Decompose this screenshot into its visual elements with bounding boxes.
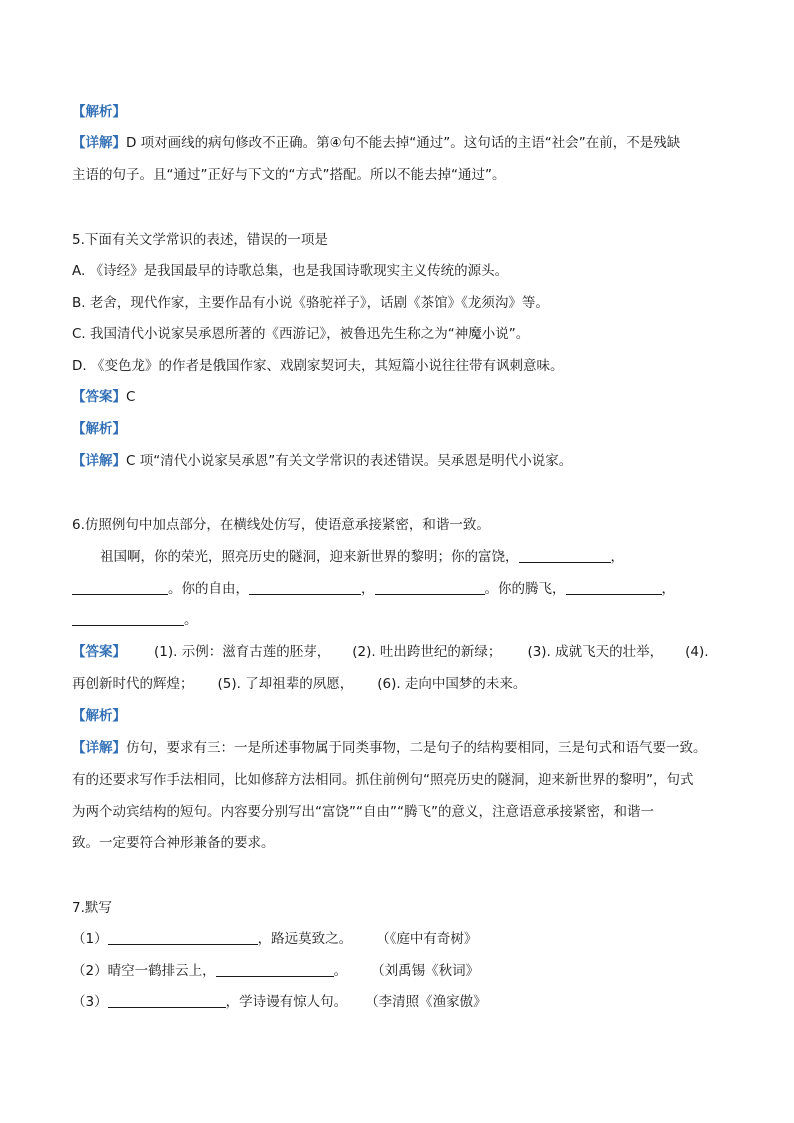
q6-detail-line-2: 有的还要求写作手法相同，比如修辞方法相同。抓住前例句“照亮历史的隧洞，迎来新世界的黎明”，句式 (72, 772, 694, 788)
q4-detail-text-2: 主语的句子。且“通过”正好与下文的“方式”搭配。所以不能去掉“通过”。 (72, 167, 506, 183)
q4-detail-text-1: D 项对画线的病句修改不正确。第④句不能去掉“通过”。这句话的主语“社会”在前，不是残缺 (126, 135, 681, 151)
fill-blank-6[interactable] (72, 611, 184, 626)
q6-example-line-3 (72, 611, 198, 629)
q5-option-a: A. 《诗经》是我国最早的诗歌总集，也是我国诗歌现实主义传统的源头。 (72, 263, 509, 279)
q7-stem: 7.默写 (72, 900, 112, 916)
q7-item-3-text: ，学诗谩有惊人句。 (225, 994, 348, 1010)
q6-example-line-2 (72, 580, 675, 598)
q6-answer-5: (5). 了却祖辈的夙愿， (217, 676, 354, 692)
daan-tag: 【答案】 (72, 389, 126, 405)
q7-item-1 (72, 930, 477, 948)
q6-answer-3: (3). 成就飞天的壮举， (527, 644, 664, 660)
q6-example-text-1-end: ， (610, 549, 624, 565)
q7-item-2-text-b: 。 (333, 963, 348, 979)
dictation-blank-3[interactable] (108, 993, 226, 1008)
q6-example-text-2c: 。你的腾飞， (484, 581, 566, 597)
q6-stem: 6.仿照例句中加点部分，在横线处仿写，使语意承接紧密，和谐一致。 (72, 517, 490, 533)
q7-item-2-number: （2） (72, 963, 108, 979)
q4-analysis-tag (72, 103, 126, 121)
q7-item-3-source: （李清照《渔家傲》 (365, 994, 487, 1010)
q5-stem: 5.下面有关文学常识的表述，错误的一项是 (72, 232, 328, 248)
q6-answer-4-text: 再创新时代的辉煌； (72, 676, 194, 692)
jiexi-tag: 【解析】 (72, 421, 126, 437)
q6-example-text-2a: 。你的自由， (168, 581, 249, 597)
q5-option-c: C. 我国清代小说家吴承恩所著的《西游记》，被鲁迅先生称之为“神魔小说”。 (72, 326, 530, 342)
dictation-blank-2[interactable] (216, 962, 334, 977)
fill-blank-4[interactable] (375, 580, 485, 595)
jiexi-tag: 【解析】 (72, 708, 126, 724)
q7-item-1-text: ，路远莫致之。 (257, 931, 353, 947)
q5-detail-text: C 项“清代小说家吴承恩”有关文学常识的表述错误。吴承恩是明代小说家。 (126, 453, 573, 469)
q6-example-text-3: 。 (184, 612, 198, 628)
q5-analysis-tag (72, 420, 126, 438)
q6-detail-line-1 (72, 739, 707, 757)
q7-item-1-source: （《庭中有奇树》 (376, 931, 478, 947)
daan-tag: 【答案】 (72, 644, 126, 660)
q6-answer-4: (4). (685, 644, 709, 660)
fill-blank-1[interactable] (519, 548, 611, 563)
q5-answer: C (126, 389, 136, 405)
q7-item-2-source: （刘禹锡《秋词》 (371, 963, 480, 979)
q6-example-text-2b: ， (361, 581, 375, 597)
q5-option-d: D. 《变色龙》的作者是俄国作家、戏剧家契诃夫，其短篇小说往往带有讽刺意味。 (72, 358, 564, 374)
q6-analysis-tag (72, 707, 126, 725)
q6-answer-1: (1). 示例：滋育古莲的胚芽， (154, 644, 331, 660)
xiangjie-tag: 【详解】 (72, 453, 126, 469)
q6-example-line-1 (100, 548, 624, 566)
q5-option-b: B. 老舍，现代作家，主要作品有小说《骆驼祥子》，话剧《茶馆》《龙须沟》等。 (72, 295, 549, 311)
q7-item-1-number: （1） (72, 931, 108, 947)
q6-example-text-2d: ， (661, 581, 675, 597)
xiangjie-tag: 【详解】 (72, 740, 126, 756)
fill-blank-2[interactable] (72, 580, 168, 595)
q6-answer-line-2 (72, 675, 526, 693)
q7-item-2 (72, 962, 479, 980)
q7-item-2-text-a: 晴空一鹤排云上， (107, 963, 216, 979)
q6-answer-line-1 (72, 643, 709, 661)
q5-answer-line (72, 388, 135, 406)
q4-detail-line-1 (72, 134, 680, 152)
q6-detail-line-3: 为两个动宾结构的短句。内容要分别写出“富饶”“自由”“腾飞”的意义，注意语意承接紧密，和谐一 (72, 804, 654, 820)
q6-detail-line-4: 致。一定要符合神形兼备的要求。 (72, 835, 275, 851)
fill-blank-5[interactable] (566, 580, 662, 595)
q6-answer-6: (6). 走向中国梦的未来。 (377, 676, 527, 692)
dictation-blank-1[interactable] (108, 930, 258, 945)
q6-detail-text-1: 仿句，要求有三：一是所述事物属于同类事物，二是句子的结构要相同，三是句式和语气要一致。 (126, 740, 707, 756)
jiexi-tag: 【解析】 (72, 104, 126, 120)
q6-answer-2: (2). 吐出跨世纪的新绿； (352, 644, 502, 660)
q7-item-3 (72, 993, 487, 1011)
q4-detail-line-2 (72, 166, 505, 184)
fill-blank-3[interactable] (249, 580, 361, 595)
q7-item-3-number: （3） (72, 994, 108, 1010)
q6-example-text-1: 祖国啊，你的荣光，照亮历史的隧洞，迎来新世界的黎明；你的富饶， (100, 549, 519, 565)
xiangjie-tag: 【详解】 (72, 135, 126, 151)
q5-detail-line (72, 452, 572, 470)
